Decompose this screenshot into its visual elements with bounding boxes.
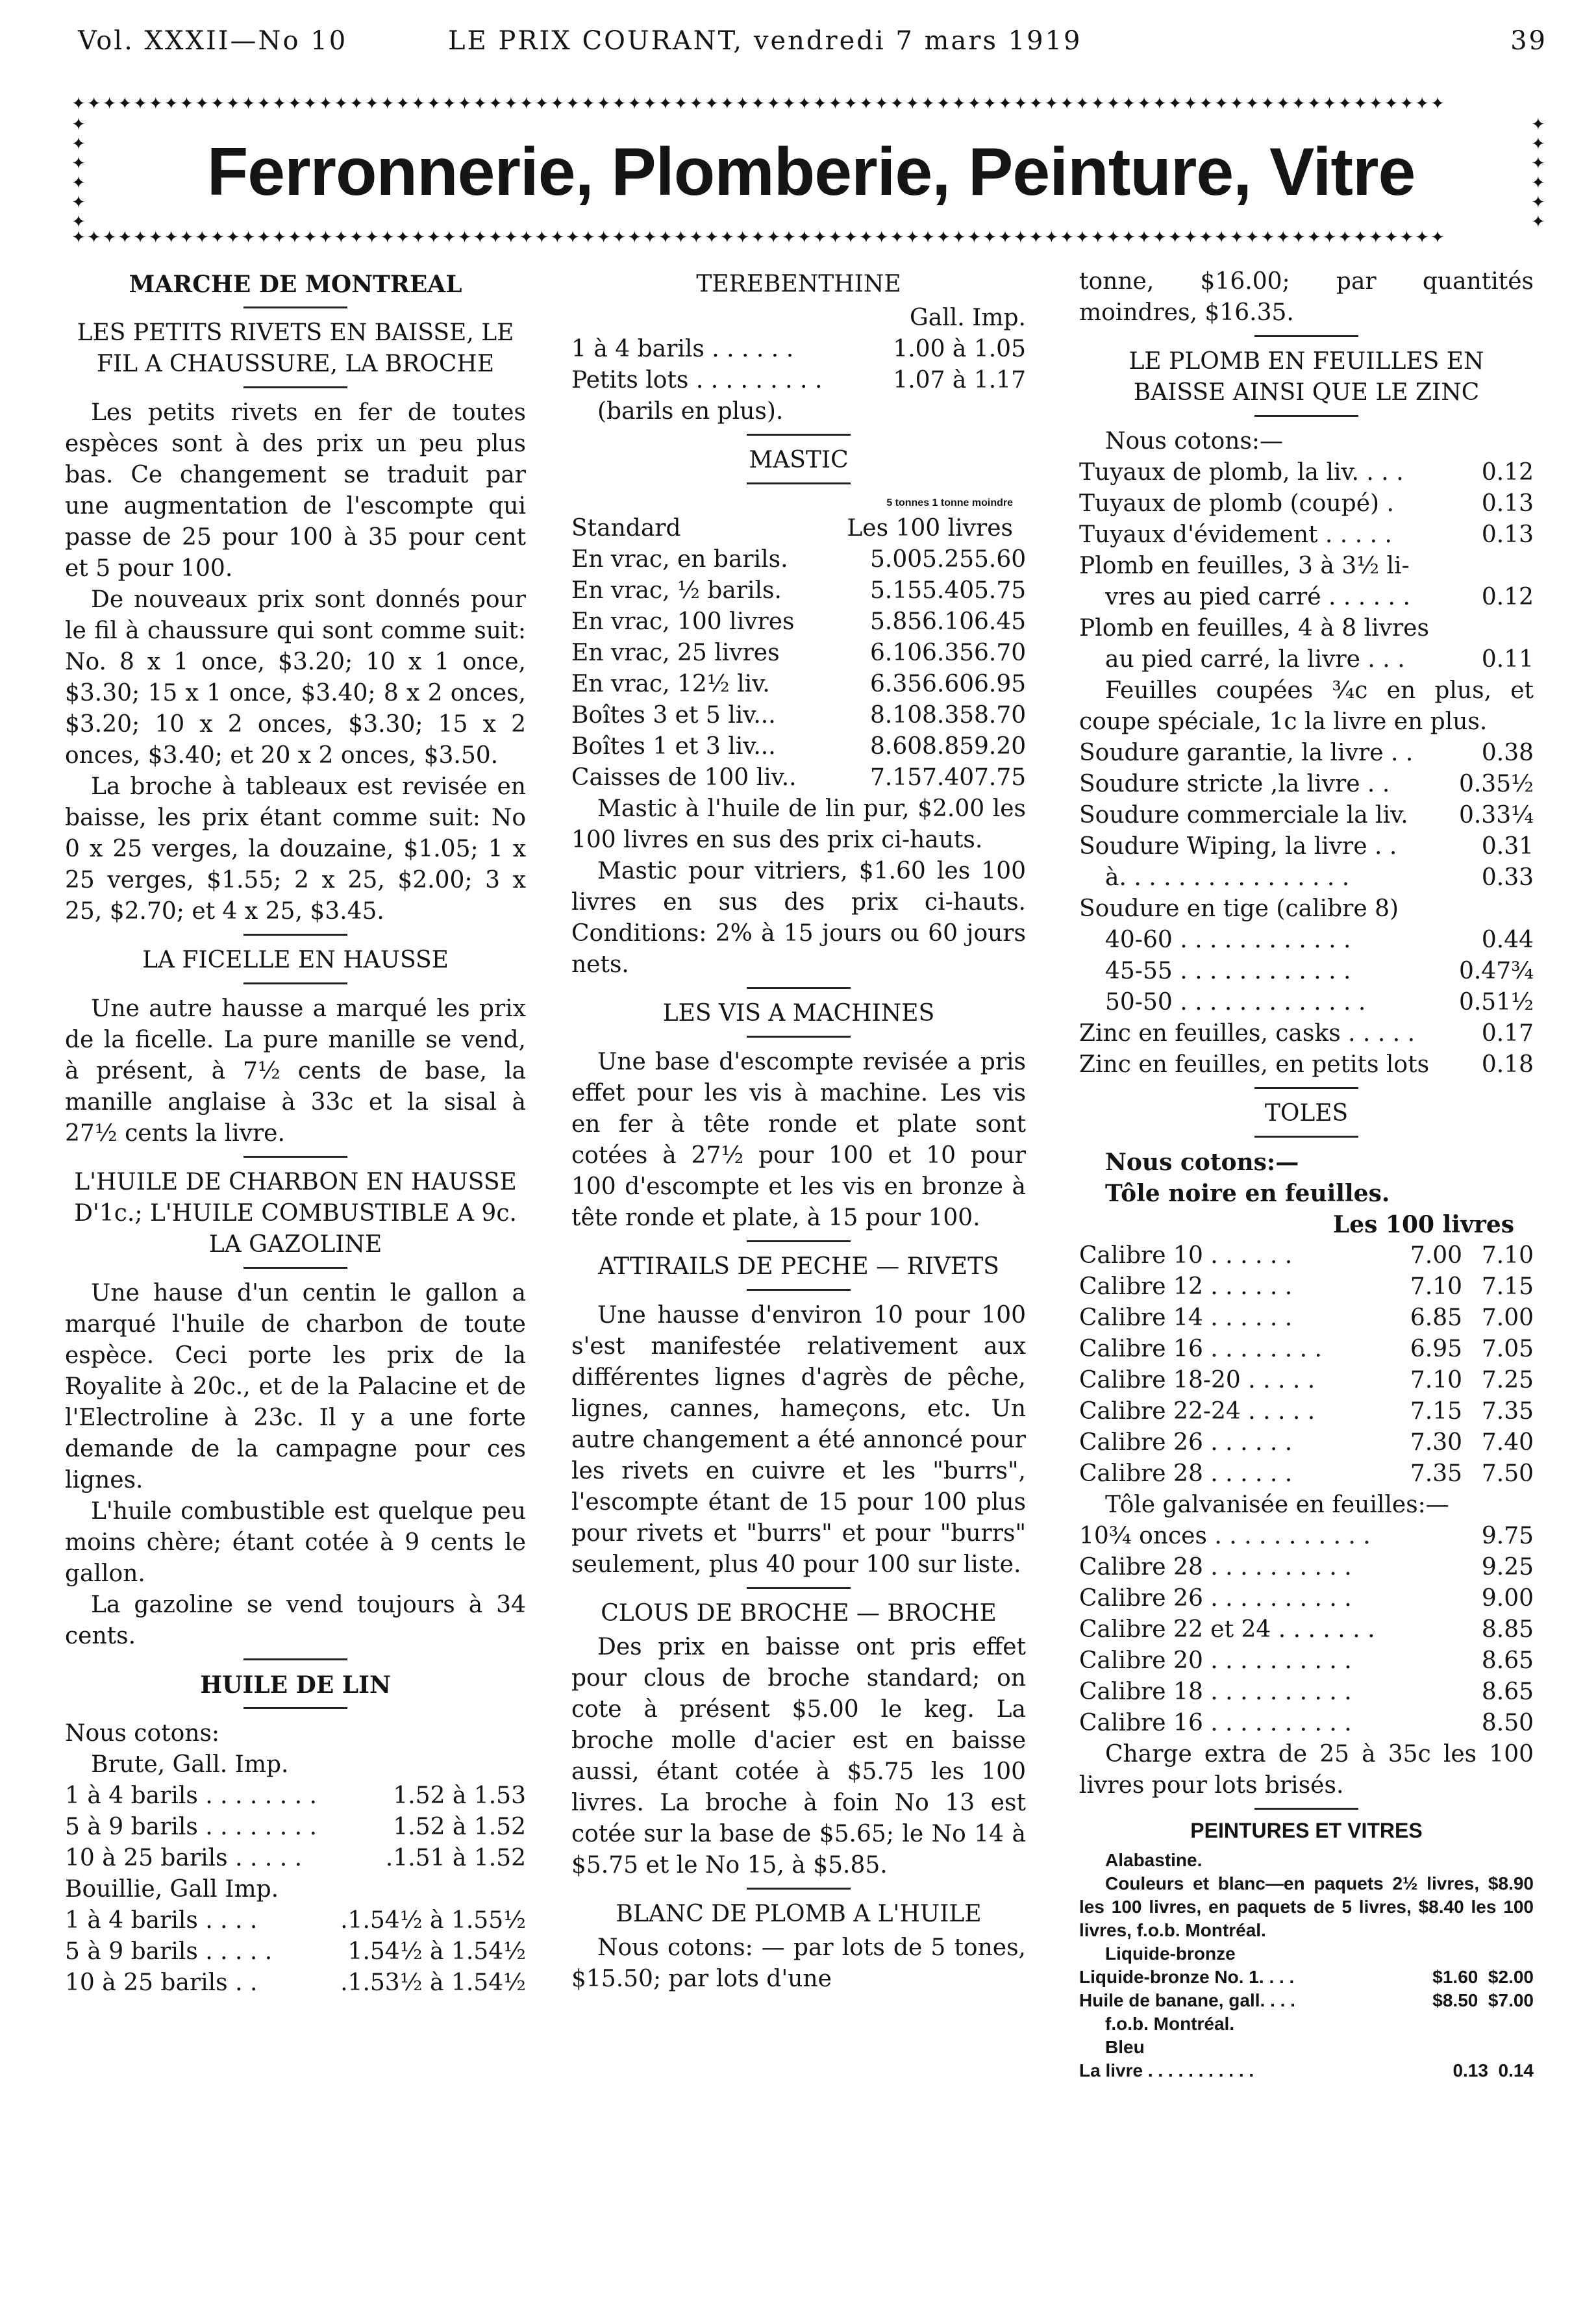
- divider: [747, 482, 851, 484]
- price-row: 5 à 9 barils . . . . . . . . 1.52 à 1.52: [65, 1814, 526, 1840]
- section-title-blanc-plomb: BLANC DE PLOMB A L'HUILE: [616, 1901, 982, 1927]
- price-subheading: Tôle galvanisée en feuilles:—: [1105, 1492, 1449, 1518]
- column-header-small: 5 tonnes 1 tonne moindre: [886, 497, 1013, 508]
- price-row: Petits lots . . . . . . . . . 1.07 à 1.17: [571, 367, 1026, 393]
- price-subheading: Tôle noire en feuilles.: [1105, 1180, 1390, 1207]
- paragraph: Feuilles coupées ¾c en plus, et coupe spéciale, 1c la livre en plus.: [1079, 677, 1534, 735]
- price-row: Calibre 22 et 24 . . . . . . . 8.85: [1079, 1616, 1534, 1643]
- paragraph: Nous cotons: — par lots de 5 tones, $15.50; par lots d'une: [571, 1934, 1026, 1992]
- section-subtitle-rivets: LES PETITS RIVETS EN BAISSE, LE FIL A CHAUSSURE, LA BROCHE: [77, 319, 514, 377]
- price-row: à. . . . . . . . . . . . . . . . 0.33: [1105, 864, 1534, 891]
- column-right: [1079, 266, 1534, 2082]
- product-heading: Alabastine.: [1105, 1850, 1203, 1870]
- volume-number: Vol. XXXII—No 10: [78, 26, 348, 56]
- publication-title-date: LE PRIX COURANT, vendredi 7 mars 1919: [448, 26, 1082, 56]
- paragraph: L'huile combustible est quelque peu moins chère; étant cotée à 9 cents le gallon.: [65, 1498, 526, 1587]
- unit-label: Gall. Imp.: [910, 305, 1026, 331]
- section-title-peche: ATTIRAILS DE PECHE — RIVETS: [598, 1253, 999, 1280]
- section-title-terebenthine: TEREBENTHINE: [696, 271, 901, 297]
- table-row: Calibre 28 . . . . . . 7.35 7.50: [1079, 1460, 1534, 1487]
- star-border-top: ✦✦✦✦✦✦✦✦✦✦✦✦✦✦✦✦✦✦✦✦✦✦✦✦✦✦✦✦✦✦✦✦✦✦✦✦✦✦✦✦✦✦✦✦✦✦✦✦✦✦✦✦✦✦✦✦✦✦✦✦✦✦✦✦✦✦✦✦✦✦✦✦✦✦✦✦✦✦✦✦✦✦✦✦✦✦✦✦✦: [71, 94, 1446, 114]
- price-row: 5 à 9 barils . . . . . 1.54½ à 1.54½: [65, 1938, 526, 1965]
- table-row: Calibre 14 . . . . . . 6.85 7.00: [1079, 1305, 1534, 1331]
- table-row: Calibre 12 . . . . . . 7.10 7.15: [1079, 1273, 1534, 1300]
- price-intro: Nous cotons:: [65, 1720, 220, 1747]
- table-row: En vrac, 25 livres 6.10 6.35 6.70: [571, 640, 1027, 666]
- price-row: 1 à 4 barils . . . . . . . . 1.52 à 1.53: [65, 1782, 526, 1809]
- price-row: Calibre 16 . . . . . . . . . . 8.50: [1079, 1710, 1534, 1736]
- section-title-huile-charbon: L'HUILE DE CHARBON EN HAUSSE D'1c.; L'HUILE COMBUSTIBLE A 9c. LA GAZOLINE: [74, 1169, 517, 1258]
- price-row: Tuyaux de plomb, la liv. . . . 0.12: [1079, 459, 1534, 486]
- price-row: Zinc en feuilles, casks . . . . . 0.17: [1079, 1020, 1534, 1047]
- paragraph: Une base d'escompte revisée a pris effet pour les vis à machine. Les vis en fer à tête ronde et plate sont cotées à 27½ pour 100 et 10 pour 100 d'escompte et les vis en bronze à tête ronde et plate, à 15 pour 100.: [571, 1049, 1026, 1231]
- divider: [243, 386, 347, 388]
- price-row: Tuyaux de plomb (coupé) . 0.13: [1079, 490, 1534, 517]
- section-banner: [71, 94, 1551, 250]
- table-row: Calibre 26 . . . . . . 7.30 7.40: [1079, 1429, 1534, 1456]
- page-number: 39: [1510, 26, 1547, 56]
- table-row: Boîtes 3 et 5 liv... 8.10 8.35 8.70: [571, 702, 1027, 729]
- price-row: Liquide-bronze No. 1. . . . $1.60 $2.00: [1079, 1967, 1534, 1987]
- column-left: [65, 266, 526, 1999]
- price-subheading: Soudure en tige (calibre 8): [1079, 895, 1399, 922]
- section-title-toles: TOLES: [1264, 1100, 1349, 1127]
- unit-label: Les 100 livres: [1332, 1211, 1514, 1238]
- divider: [243, 934, 347, 936]
- price-row: Soudure commerciale la liv. 0.33¼: [1079, 802, 1534, 829]
- paragraph: La broche à tableaux est revisée en baisse, les prix étant comme suit: No 0 x 25 verges, la douzaine, $1.05; 1 x 25 verges, $1.55; 2 x 25, $2.00; 3 x 25, $2.70; et 4 x 25, $3.45.: [65, 773, 526, 925]
- divider: [747, 434, 851, 436]
- price-row: Soudure stricte ,la livre . . 0.35½: [1079, 771, 1534, 797]
- divider: [747, 1289, 851, 1291]
- star-border-left: ✦ ✦ ✦ ✦ ✦ ✦: [71, 115, 86, 229]
- divider: [243, 306, 347, 308]
- price-row: 45-55 . . . . . . . . . . . . 0.47¾: [1105, 958, 1534, 984]
- divider: [243, 1156, 347, 1158]
- price-subheading: Bouillie, Gall Imp.: [65, 1876, 279, 1903]
- product-heading: Bleu: [1105, 2037, 1145, 2057]
- section-title-clous: CLOUS DE BROCHE — BROCHE: [601, 1600, 997, 1627]
- price-intro: Nous cotons:—: [1105, 1149, 1299, 1176]
- table-row: Boîtes 1 et 3 liv... 8.60 8.85 9.20: [571, 733, 1027, 760]
- price-row: Tuyaux d'évidement . . . . . 0.13: [1079, 521, 1534, 548]
- price-row: 10 à 25 barils . . .1.53½ à 1.54½: [65, 1969, 526, 1996]
- paragraph: Charge extra de 25 à 35c les 100 livres pour lots brisés.: [1079, 1741, 1534, 1799]
- table-row: En vrac, ½ barils. 5.15 5.40 5.75: [571, 577, 1027, 604]
- divider: [747, 1036, 851, 1038]
- price-row: Soudure garantie, la livre . . 0.38: [1079, 740, 1534, 766]
- paragraph: Les petits rivets en fer de toutes espèces sont à des prix un peu plus bas. Ce changement se traduit par une augmentation de l'escompte qui passe de 25 pour 100 à 35 pour cent et 5 pour 100.: [65, 399, 526, 582]
- table-row: En vrac, en barils. 5.00 5.25 5.60: [571, 546, 1027, 573]
- section-title-vis: LES VIS A MACHINES: [662, 1000, 935, 1027]
- product-description: Couleurs et blanc—en paquets 2½ livres, $8.90 les 100 livres, en paquets de 5 livres, $8.40 les 100 livres, f.o.b. Montréal.: [1079, 1873, 1534, 1940]
- paragraph: La gazoline se vend toujours à 34 cents.: [65, 1592, 526, 1649]
- table-row: En vrac, 100 livres 5.85 6.10 6.45: [571, 608, 1027, 635]
- divider: [747, 1888, 851, 1890]
- price-row: Plomb en feuilles, 4 à 8 livres: [1079, 615, 1429, 642]
- divider: [747, 1587, 851, 1589]
- column-middle: [571, 266, 1026, 1995]
- price-row: vres au pied carré . . . . . . 0.12: [1105, 584, 1534, 610]
- divider: [1254, 335, 1358, 337]
- paragraph-continued: tonne, $16.00; par quantités moindres, $16.35.: [1079, 268, 1534, 326]
- section-title-mastic: MASTIC: [749, 447, 849, 473]
- product-heading: Liquide-bronze: [1105, 1943, 1236, 1964]
- divider: [243, 1267, 347, 1269]
- price-row: au pied carré, la livre . . . 0.11: [1105, 646, 1534, 673]
- price-row: 50-50 . . . . . . . . . . . . . 0.51½: [1105, 989, 1534, 1016]
- price-row: Calibre 28 . . . . . . . . . . 9.25: [1079, 1554, 1534, 1580]
- section-title-ficelle: LA FICELLE EN HAUSSE: [142, 947, 449, 973]
- table-header: Standard Les 100 livres: [571, 515, 1013, 542]
- price-subheading: Brute, Gall. Imp.: [91, 1751, 289, 1778]
- paragraph: Mastic à l'huile de lin pur, $2.00 les 100 livres en sus des prix ci-hauts.: [571, 795, 1026, 853]
- price-row: Soudure Wiping, la livre . . 0.31: [1079, 833, 1534, 860]
- table-row: En vrac, 12½ liv. 6.35 6.60 6.95: [571, 671, 1027, 697]
- paragraph: Une autre hausse a marqué les prix de la ficelle. La pure manille se vend, à présent, à 7½ cents de base, la manille anglaise à 33c et la sisal à 27½ cents la livre.: [65, 995, 526, 1147]
- divider: [243, 1658, 347, 1660]
- table-row: Caisses de 100 liv.. 7.15 7.40 7.75: [571, 764, 1027, 791]
- price-row: Calibre 26 . . . . . . . . . . 9.00: [1079, 1585, 1534, 1612]
- paragraph: Une hause d'un centin le gallon a marqué l'huile de charbon de toute espèce. Ceci porte les prix de la Royalite à 20c., et de la Palacine et de l'Electroline à 23c. Il y a une forte demande de la campagne pour ces lignes.: [65, 1280, 526, 1493]
- divider: [1254, 1808, 1358, 1810]
- table-row: Calibre 22-24 . . . . . 7.15 7.35: [1079, 1398, 1534, 1425]
- price-row: 10¾ onces . . . . . . . . . . . 9.75: [1079, 1523, 1534, 1549]
- toles-table: [1079, 1240, 1534, 1490]
- section-title-huile-lin: HUILE DE LIN: [200, 1671, 391, 1699]
- divider: [1254, 1136, 1358, 1138]
- section-title-marche: MARCHE DE MONTREAL: [129, 271, 462, 298]
- divider: [747, 1240, 851, 1242]
- price-row: Zinc en feuilles, en petits lots 0.18: [1079, 1051, 1534, 1078]
- price-row: Huile de banane, gall. . . . $8.50 $7.00: [1079, 1990, 1534, 2010]
- price-row: La livre . . . . . . . . . . . 0.13 0.14: [1079, 2060, 1534, 2080]
- divider: [1254, 1087, 1358, 1089]
- table-row: Calibre 10 . . . . . . 7.00 7.10: [1079, 1242, 1534, 1269]
- price-row: 1 à 4 barils . . . . .1.54½ à 1.55½: [65, 1907, 526, 1934]
- paragraph: Mastic pour vitriers, $1.60 les 100 livres en sus des prix ci-hauts. Conditions: 2% à 15 jours ou 60 jours nets.: [571, 858, 1026, 978]
- note: (barils en plus).: [597, 398, 784, 425]
- divider: [243, 982, 347, 984]
- price-row: Plomb en feuilles, 3 à 3½ li-: [1079, 553, 1410, 579]
- banner-title: Ferronnerie, Plomberie, Peinture, Vitre: [206, 134, 1415, 210]
- table-row: Calibre 18-20 . . . . . 7.10 7.25: [1079, 1367, 1534, 1393]
- price-intro: Nous cotons:—: [1105, 428, 1284, 455]
- star-border-bottom: ✦✦✦✦✦✦✦✦✦✦✦✦✦✦✦✦✦✦✦✦✦✦✦✦✦✦✦✦✦✦✦✦✦✦✦✦✦✦✦✦✦✦✦✦✦✦✦✦✦✦✦✦✦✦✦✦✦✦✦✦✦✦✦✦✦✦✦✦✦✦✦✦✦✦✦✦✦✦✦✦✦✦✦✦✦✦✦✦✦: [71, 228, 1446, 247]
- price-row: 1 à 4 barils . . . . . . 1.00 à 1.05: [571, 336, 1026, 362]
- paragraph: Une hausse d'environ 10 pour 100 s'est manifestée relativement aux différentes lignes d'agrès de pêche, lignes, cannes, hameçons, etc. Un autre changement a été annoncé pour les rivets en cuivre et les "burrs", l'escompte étant de 15 pour 100 plus pour rivets et "burrs" et pour "burrs" seulement, plus 40 pour 100 sur liste.: [571, 1302, 1026, 1578]
- page-header: [78, 26, 1547, 65]
- section-title-plomb: LE PLOMB EN FEUILLES EN BAISSE AINSI QUE LE ZINC: [1128, 348, 1484, 406]
- paragraph: Des prix en baisse ont pris effet pour clous de broche standard; on cote à présent $5.00 le keg. La broche molle d'acier est en baisse aussi, étant cotée à $5.75 les 100 livres. La broche à foin No 13 est cotée sur la base de $5.65; le No 14 à $5.75 et le No 15, à $5.85.: [571, 1634, 1026, 1879]
- price-row: Calibre 20 . . . . . . . . . . 8.65: [1079, 1647, 1534, 1674]
- price-row: 40-60 . . . . . . . . . . . . 0.44: [1105, 927, 1534, 953]
- divider: [747, 987, 851, 989]
- divider: [1254, 415, 1358, 417]
- star-border-right: ✦ ✦ ✦ ✦ ✦ ✦: [1531, 115, 1545, 229]
- table-row: Calibre 16 . . . . . . . . 6.95 7.05: [1079, 1336, 1534, 1362]
- divider: [243, 1707, 347, 1709]
- mastic-table: [571, 544, 1026, 793]
- product-note: f.o.b. Montréal.: [1105, 2014, 1235, 2034]
- section-title-peintures: PEINTURES ET VITRES: [1190, 1819, 1423, 1842]
- price-row: 10 à 25 barils . . . . . .1.51 à 1.52: [65, 1845, 526, 1871]
- paragraph: De nouveaux prix sont donnés pour le fil à chaussure qui sont comme suit: No. 8 x 1 once, $3.20; 10 x 1 once, $3.30; 15 x 1 once, $3.40; 8 x 2 onces, $3.20; 10 x 2 onces, $3.30; 15 x 2 onces, $3.40; et 20 x 2 onces, $3.50.: [65, 586, 526, 769]
- price-row: Calibre 18 . . . . . . . . . . 8.65: [1079, 1679, 1534, 1705]
